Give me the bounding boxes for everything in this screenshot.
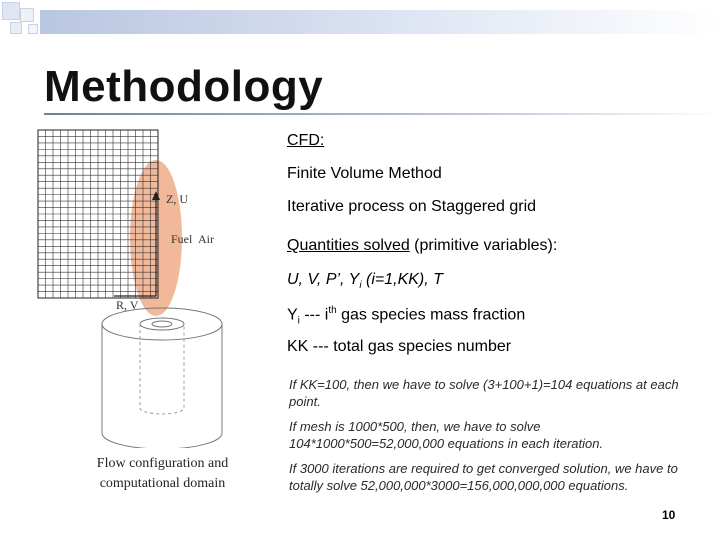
yi-sup: th (328, 305, 337, 316)
yi-tail: gas species mass fraction (336, 306, 526, 324)
z-u-label: Z, U (166, 192, 188, 206)
header-bar (40, 10, 720, 34)
slide-title: Methodology (44, 62, 324, 111)
yi-sub: i (297, 315, 300, 327)
nozzle-inner (152, 321, 172, 327)
quantities-underlined: Quantities solved (287, 237, 410, 254)
vars-main: U, V, P’, Y (287, 271, 360, 288)
air-label: Air (198, 232, 214, 246)
flow-figure (30, 128, 270, 448)
note-equations-per-iteration: If mesh is 1000*500, then, we have to solve 104*1000*500=52,000,000 equations in each iteration. (289, 419, 604, 451)
fvm-text: Finite Volume Method (287, 165, 442, 182)
species-number-text: KK --- total gas species number (287, 338, 512, 355)
cfd-heading: CFD: (287, 132, 325, 149)
decor-square (28, 24, 38, 34)
decor-square (10, 22, 22, 34)
species-fraction-text (287, 305, 525, 327)
r-v-label: R, V (116, 298, 139, 312)
nozzle-outer (140, 318, 184, 330)
figure-caption (80, 454, 245, 494)
page-number: 10 (662, 508, 676, 522)
quantities-text (287, 237, 557, 255)
caption-line-1: Flow configuration and (96, 456, 229, 471)
decor-square (2, 2, 20, 20)
iterative-text: Iterative process on Staggered grid (287, 198, 537, 215)
note-total-equations: If 3000 iterations are required to get converged solution, we have to totally solve 52,000,000*3000=156,000,000,000 equations. (289, 461, 678, 493)
yi-main: Y (287, 306, 298, 324)
variables-text (287, 271, 443, 291)
yi-mid: --- i (299, 306, 329, 324)
title-rule (44, 113, 720, 115)
vars-sub: i (359, 280, 362, 292)
quantities-rest: (primitive variables): (409, 237, 558, 254)
cylinder-bottom (102, 433, 222, 448)
caption-line-2: computational domain (99, 476, 226, 491)
inner-tube (140, 324, 184, 414)
note-equations-per-point: If KK=100, then we have to solve (3+100+1)=104 equations at each point. (289, 377, 679, 409)
decor-square (20, 8, 34, 22)
flow-diagram (30, 128, 270, 448)
vars-tail: (i=1,KK), T (361, 271, 443, 288)
fuel-label: Fuel (171, 232, 193, 246)
